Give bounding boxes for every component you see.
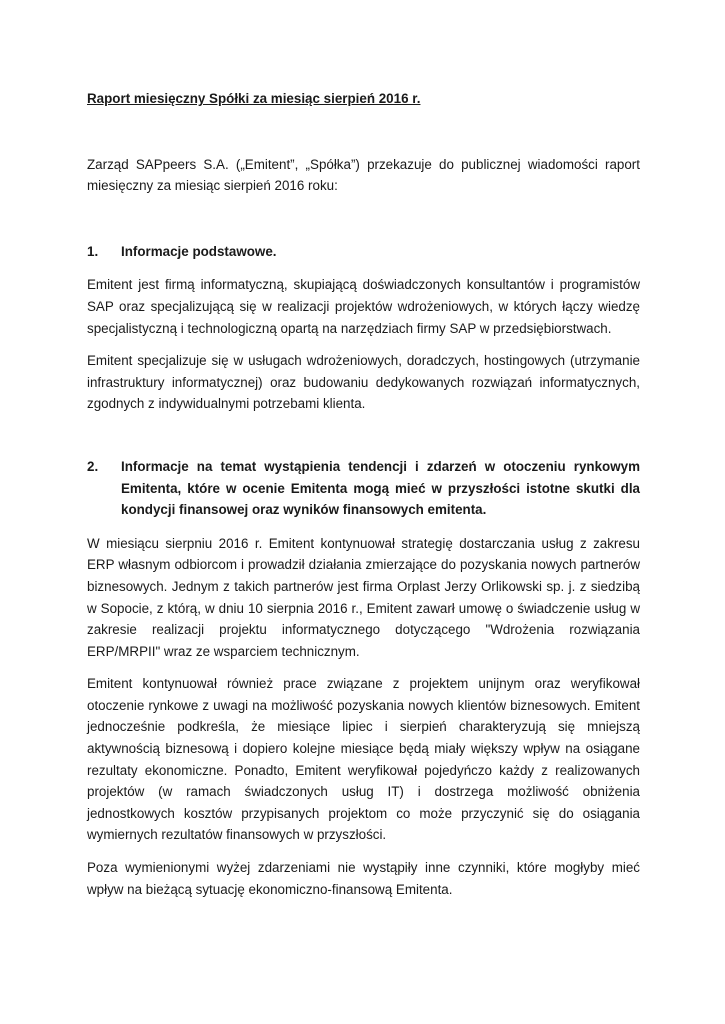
document-title: Raport miesięczny Spółki za miesiąc sierpień 2016 r. bbox=[87, 91, 421, 106]
section-number-1: 1. bbox=[87, 243, 99, 259]
section-heading-1 bbox=[87, 241, 640, 263]
section-heading-2 bbox=[87, 456, 640, 521]
intro-paragraph: Zarząd SAPpeers S.A. („Emitent”, „Spółka”) przekazuje do publicznej wiadomości raport miesięczny za miesiąc sierpień 2016 roku: bbox=[87, 156, 640, 194]
section-1-paragraph-1: Emitent jest firmą informatyczną, skupiającą doświadczonych konsultantów i programistów SAP oraz specjalizującą się w realizacji projektów wdrożeniowych, w których łączy wiedzę specjalistyczną i technologiczną opartą na narzędziach firmy SAP w przedsiębiorstwach. bbox=[87, 277, 640, 336]
section-heading-text-1: Informacje podstawowe. bbox=[121, 243, 277, 259]
document-body bbox=[87, 88, 640, 900]
section-2-paragraph-2: Emitent kontynuował również prace związane z projektem unijnym oraz weryfikował otoczenie rynkowe z uwagi na możliwość pozyskania nowych klientów biznesowych. Emitent jednocześnie podkreśla, że miesiące lipiec i sierpień charakteryzują się mniejszą aktywnością biznesową i dopiero kolejne miesiące będą miały większy wpływ na osiągane rezultaty ekonomiczne. Ponadto, Emitent weryfikował pojedyńczo każdy z realizowanych projektów (w ramach świadczonych usług IT) i dostrzega możliwość obniżenia jednostkowych kosztów przypisanych projektom co może przyczynić się do osiągania wymiernych rezultatów finansowych w przyszłości. bbox=[87, 676, 640, 843]
section-number-2: 2. bbox=[87, 458, 99, 474]
section-heading-text-2: Informacje na temat wystąpienia tendencji i zdarzeń w otoczeniu rynkowym Emitenta, które w ocenie Emitenta mogą mieć w przyszłości istotne skutki dla kondycji finansowej oraz wyników finansowych emitenta. bbox=[121, 458, 640, 518]
section-1-paragraph-2: Emitent specjalizuje się w usługach wdrożeniowych, doradczych, hostingowych (utrzymanie infrastruktury informatycznej) oraz budowaniu dedykowanych rozwiązań informatycznych, zgodnych z indywidualnymi potrzebami klienta. bbox=[87, 353, 640, 412]
section-2-paragraph-3: Poza wymienionymi wyżej zdarzeniami nie wystąpiły inne czynniki, które mogłyby mieć wpływ na bieżącą sytuację ekonomiczno-finansową Emitenta. bbox=[87, 860, 640, 897]
section-2-paragraph-1: W miesiącu sierpniu 2016 r. Emitent kontynuował strategię dostarczania usług z zakresu ERP własnym odbiorcom i prowadził działania zmierzające do pozyskania nowych partnerów biznesowych. Jednym z takich partnerów jest firma Orplast Jerzy Orlikowski sp. j. z siedzibą w Sopocie, z którą, w dniu 10 sierpnia 2016 r., Emitent zawarł umowę o świadczenie usług w zakresie realizacji projektu informatycznego dotyczącego "Wdrożenia rozwiązania ERP/MRPII" wraz ze wsparciem technicznym. bbox=[87, 535, 640, 659]
